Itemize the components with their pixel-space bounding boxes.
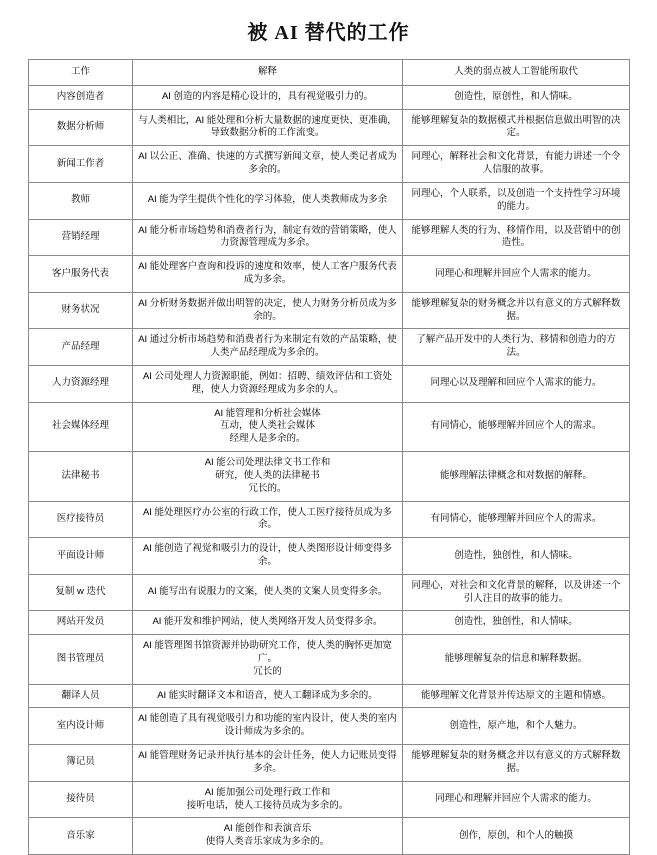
- table-row: [29, 818, 630, 855]
- human-weakness-cell: 能够理解复杂的信息和解释数据。: [403, 635, 630, 684]
- explanation-cell: AI 能处理客户查询和投诉的速度和效率，使人工客户服务代表成为多余。: [133, 256, 403, 293]
- job-title-cell: 数据分析师: [29, 109, 133, 146]
- explanation-cell: AI 能处理医疗办公室的行政工作，使人工医疗接待员成为多余。: [133, 501, 403, 538]
- human-weakness-cell: 能够理解复杂的财务概念并以有意义的方式解释数据。: [403, 745, 630, 782]
- job-title-cell: 教师: [29, 182, 133, 219]
- job-title-cell: 产品经理: [29, 329, 133, 366]
- job-title-cell: 网站开发员: [29, 611, 133, 635]
- job-title-cell: 簿记员: [29, 745, 133, 782]
- table-row: [29, 366, 630, 403]
- explanation-cell: AI 分析财务数据并做出明智的决定，使人力财务分析员成为多余的。: [133, 292, 403, 329]
- explanation-cell: AI 能为学生提供个性化的学习体验，使人类教师成为多余: [133, 182, 403, 219]
- table-body: [29, 85, 630, 854]
- job-title-cell: 室内设计师: [29, 708, 133, 745]
- explanation-cell: AI 能管理财务记录并执行基本的会计任务，使人力记账员变得多余。: [133, 745, 403, 782]
- page-title: 被 AI 替代的工作: [247, 22, 410, 44]
- human-weakness-cell: 同理心，个人联系，以及创造一个支持性学习环境的能力。: [403, 182, 630, 219]
- table-row: [29, 611, 630, 635]
- job-title-cell: 财务状况: [29, 292, 133, 329]
- jobs-table: [28, 59, 630, 855]
- explanation-cell: AI 能分析市场趋势和消费者行为，制定有效的营销策略，使人力资源管理成为多余。: [133, 219, 403, 256]
- column-header-explanation: 解释: [133, 60, 403, 86]
- table-row: [29, 182, 630, 219]
- explanation-cell: AI 以公正、准确、快速的方式撰写新闻文章，使人类记者成为多余的。: [133, 146, 403, 183]
- column-header-job: 工作: [29, 60, 133, 86]
- job-title-cell: 平面设计师: [29, 538, 133, 575]
- human-weakness-cell: 创造性，独创性，和人情味。: [403, 611, 630, 635]
- explanation-cell: AI 能实时翻译文本和语音，使人工翻译成为多余的。: [133, 684, 403, 708]
- job-title-cell: 图书管理员: [29, 635, 133, 684]
- table-row: [29, 146, 630, 183]
- human-weakness-cell: 同理心和理解并回应个人需求的能力。: [403, 256, 630, 293]
- job-title-cell: 音乐家: [29, 818, 133, 855]
- table-header-row: [29, 60, 630, 86]
- human-weakness-cell: 能够理解法律概念和对数据的解释。: [403, 452, 630, 501]
- table-row: [29, 219, 630, 256]
- job-title-cell: 内容创造者: [29, 85, 133, 109]
- human-weakness-cell: 能够理解复杂的财务概念并以有意义的方式解释数据。: [403, 292, 630, 329]
- explanation-cell: AI 公司处理人力资源职能，例如：招聘、绩效评估和工资处理，使人力资源经理成为多余的人。: [133, 366, 403, 403]
- human-weakness-cell: 创造性，独创性，和人情味。: [403, 538, 630, 575]
- table-row: [29, 109, 630, 146]
- human-weakness-cell: 了解产品开发中的人类行为、移情和创造力的方法。: [403, 329, 630, 366]
- explanation-cell: AI 创造的内容是精心设计的，具有视觉吸引力的。: [133, 85, 403, 109]
- table-row: [29, 538, 630, 575]
- job-title-cell: 新闻工作者: [29, 146, 133, 183]
- table-row: [29, 635, 630, 684]
- table-row: [29, 781, 630, 818]
- human-weakness-cell: 有同情心，能够理解并回应个人的需求。: [403, 501, 630, 538]
- job-title-cell: 接待员: [29, 781, 133, 818]
- explanation-cell: AI 能创作和表演音乐 使得人类音乐家成为多余的。: [133, 818, 403, 855]
- human-weakness-cell: 同理心，对社会和文化背景的解释，以及讲述一个引人注目的故事的能力。: [403, 574, 630, 611]
- human-weakness-cell: 创造性，原创性，和人情味。: [403, 85, 630, 109]
- explanation-cell: AI 能管理和分析社会媒体 互动，使人类社会媒体 经理人是多余的。: [133, 402, 403, 451]
- table-row: [29, 85, 630, 109]
- table-row: [29, 256, 630, 293]
- table-row: [29, 684, 630, 708]
- job-title-cell: 法律秘书: [29, 452, 133, 501]
- table-row: [29, 501, 630, 538]
- job-title-cell: 人力资源经理: [29, 366, 133, 403]
- human-weakness-cell: 同理心，解释社会和文化背景，有能力讲述一个令人信服的故事。: [403, 146, 630, 183]
- human-weakness-cell: 能够理解复杂的数据模式并根据信息做出明智的决定。: [403, 109, 630, 146]
- explanation-cell: AI 能创造了具有视觉吸引力和功能的室内设计，使人类的室内设计师成为多余的。: [133, 708, 403, 745]
- job-title-cell: 复制 w 迭代: [29, 574, 133, 611]
- explanation-cell: AI 能加强公司处理行政工作和 接听电话，使人工接待员成为多余的。: [133, 781, 403, 818]
- job-title-cell: 翻译人员: [29, 684, 133, 708]
- human-weakness-cell: 创作，原创，和个人的触摸: [403, 818, 630, 855]
- table-row: [29, 292, 630, 329]
- job-title-cell: 医疗接待员: [29, 501, 133, 538]
- explanation-cell: AI 能写出有说服力的文案，使人类的文案人员变得多余。: [133, 574, 403, 611]
- explanation-cell: AI 通过分析市场趋势和消费者行为来制定有效的产品策略，使人类产品经理成为多余的。: [133, 329, 403, 366]
- job-title-cell: 营销经理: [29, 219, 133, 256]
- explanation-cell: AI 能开发和维护网站，使人类网络开发人员变得多余。: [133, 611, 403, 635]
- table-row: [29, 329, 630, 366]
- job-title-cell: 客户服务代表: [29, 256, 133, 293]
- column-header-weakness: 人类的弱点被人工智能所取代: [403, 60, 630, 86]
- human-weakness-cell: 能够理解人类的行为、移情作用，以及营销中的创造性。: [403, 219, 630, 256]
- table-row: [29, 574, 630, 611]
- job-title-cell: 社会媒体经理: [29, 402, 133, 451]
- human-weakness-cell: 能够理解文化背景并传达原文的主题和情感。: [403, 684, 630, 708]
- explanation-cell: AI 能创造了视觉和吸引力的设计，使人类图形设计师变得多余。: [133, 538, 403, 575]
- table-row: [29, 402, 630, 451]
- table-row: [29, 452, 630, 501]
- table-row: [29, 708, 630, 745]
- human-weakness-cell: 有同情心，能够理解并回应个人的需求。: [403, 402, 630, 451]
- explanation-cell: AI 能管理图书馆资源并协助研究工作，使人类的胸怀更加宽广。 冗长的: [133, 635, 403, 684]
- human-weakness-cell: 创造性，原产地，和个人魅力。: [403, 708, 630, 745]
- human-weakness-cell: 同理心以及理解和回应个人需求的能力。: [403, 366, 630, 403]
- explanation-cell: 与人类相比，AI 能处理和分析大量数据的速度更快、更准确，导致数据分析的工作流变。: [133, 109, 403, 146]
- human-weakness-cell: 同理心和理解并回应个人需求的能力。: [403, 781, 630, 818]
- explanation-cell: AI 能公司处理法律文书工作和 研究，使人类的法律秘书 冗长的。: [133, 452, 403, 501]
- table-row: [29, 745, 630, 782]
